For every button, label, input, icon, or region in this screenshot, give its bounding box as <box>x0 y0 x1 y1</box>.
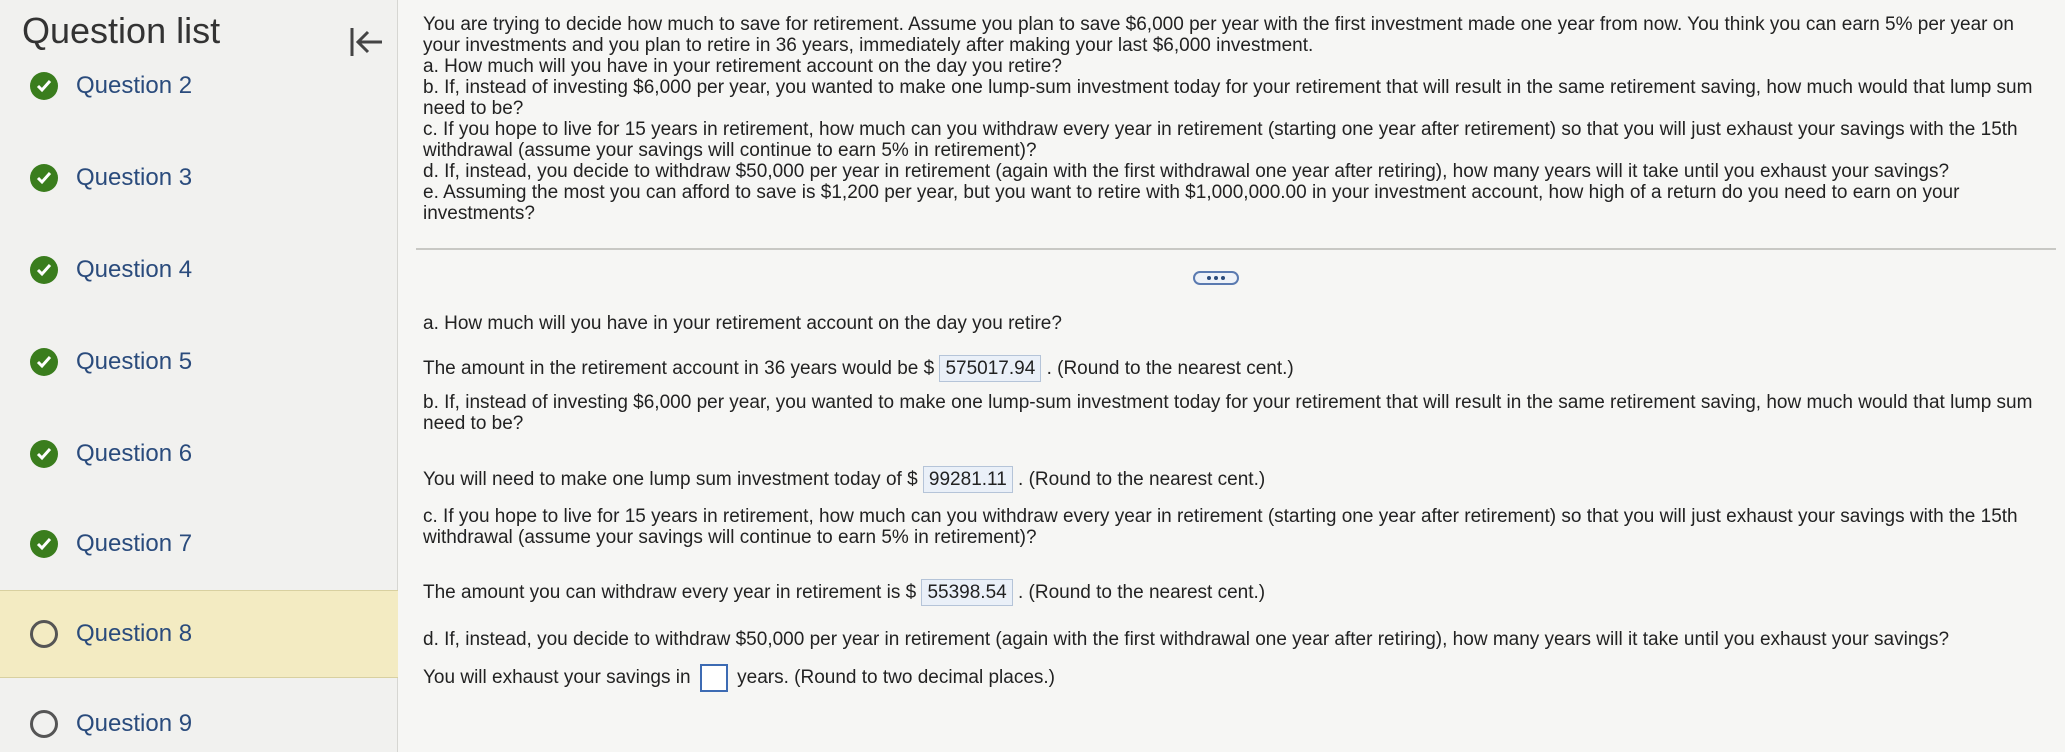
answer-d-question: d. If, instead, you decide to withdraw $50,000 per year in retirement (again with the first withdrawal one year after retiring), how many years will it take until you exhaust your savings? <box>423 629 1950 650</box>
divider <box>416 248 2056 250</box>
answer-d-prefix: You will exhaust your savings in <box>423 667 691 689</box>
sidebar-item-question-5[interactable] <box>0 318 398 406</box>
circle-outline-icon <box>30 710 58 738</box>
sidebar-title: Question list <box>22 10 221 51</box>
dot-icon <box>1207 276 1211 280</box>
question-intro: You are trying to decide how much to save for retirement. Assume you plan to save $6,000 per year with the first investment made one year from now. You think you can earn 5% per year on your investments and you plan to retire in 36 years, immediately after making your last $6,000 investment. <box>423 14 2014 56</box>
sidebar-item-label: Question 2 <box>76 72 193 99</box>
sidebar-item-question-4[interactable] <box>0 226 398 314</box>
check-icon <box>30 530 58 558</box>
answer-d-line <box>423 664 2053 692</box>
check-icon <box>30 256 58 284</box>
check-icon <box>30 348 58 376</box>
answer-c-line <box>423 579 2053 606</box>
sidebar-item-label: Question 8 <box>76 620 193 647</box>
question-content <box>398 0 2065 752</box>
sidebar-item-question-2[interactable] <box>0 42 398 130</box>
question-part-d: d. If, instead, you decide to withdraw $50,000 per year in retirement (again with the first withdrawal one year after retiring), how many years will it take until you exhaust your savings? <box>423 161 1950 182</box>
answer-c-question: c. If you hope to live for 15 years in retirement, how much can you withdraw every year in retirement (starting one year after retirement) so that you will just exhaust your savings with the 15th withdrawal (assume your savings will continue to earn 5% in retirement)? <box>423 506 2018 548</box>
answer-d-suffix: years. (Round to two decimal places.) <box>737 667 1055 689</box>
question-list-sidebar <box>0 0 398 752</box>
answer-b-input[interactable]: 99281.11 <box>923 466 1013 493</box>
check-icon <box>30 164 58 192</box>
question-text <box>423 14 2053 224</box>
check-icon <box>30 72 58 100</box>
question-part-c: c. If you hope to live for 15 years in retirement, how much can you withdraw every year in retirement (starting one year after retirement) so that you will just exhaust your savings with the 15th withdrawal (assume your savings will continue to earn 5% in retirement)? <box>423 119 2018 161</box>
sidebar-item-label: Question 3 <box>76 164 193 191</box>
sidebar-item-question-9[interactable] <box>0 680 398 752</box>
sidebar-item-label: Question 7 <box>76 530 193 557</box>
answer-a-suffix: . (Round to the nearest cent.) <box>1046 358 1294 379</box>
sidebar-item-question-8[interactable] <box>0 590 398 678</box>
answer-b-suffix: . (Round to the nearest cent.) <box>1018 469 1266 490</box>
circle-outline-icon <box>30 620 58 648</box>
sidebar-item-question-6[interactable] <box>0 410 398 498</box>
answer-b-prefix: You will need to make one lump sum investment today of $ <box>423 469 918 490</box>
sidebar-item-label: Question 9 <box>76 710 193 737</box>
answer-c-input[interactable]: 55398.54 <box>921 579 1012 606</box>
expand-more-button[interactable] <box>1193 271 1239 285</box>
answer-c-prefix: The amount you can withdraw every year in retirement is $ <box>423 582 917 603</box>
sidebar-item-question-3[interactable] <box>0 134 398 222</box>
sidebar-item-label: Question 4 <box>76 256 193 283</box>
question-part-e: e. Assuming the most you can afford to save is $1,200 per year, but you want to retire with $1,000,000.00 in your investment account, how high of a return do you need to earn on your investments? <box>423 182 1960 224</box>
answer-a-line <box>423 355 2053 382</box>
answer-a-prefix: The amount in the retirement account in 36 years would be $ <box>423 358 935 379</box>
sidebar-item-label: Question 5 <box>76 348 193 375</box>
check-icon <box>30 440 58 468</box>
sidebar-item-question-7[interactable] <box>0 500 398 588</box>
answer-a-input[interactable]: 575017.94 <box>939 355 1041 382</box>
answer-c-suffix: . (Round to the nearest cent.) <box>1017 582 1266 603</box>
answer-d-input[interactable] <box>700 664 728 692</box>
question-part-b: b. If, instead of investing $6,000 per year, you wanted to make one lump-sum investment today for your retirement that will result in the same retirement saving, how much would that lump sum need to be? <box>423 77 2033 119</box>
question-part-a: a. How much will you have in your retirement account on the day you retire? <box>423 56 1062 77</box>
answer-b-line <box>423 466 2053 493</box>
dot-icon <box>1221 276 1225 280</box>
answer-b-question: b. If, instead of investing $6,000 per year, you wanted to make one lump-sum investment today for your retirement that will result in the same retirement saving, how much would that lump sum need to be? <box>423 392 2033 434</box>
dot-icon <box>1214 276 1218 280</box>
sidebar-item-label: Question 6 <box>76 440 193 467</box>
answer-a-question: a. How much will you have in your retirement account on the day you retire? <box>423 313 1062 334</box>
